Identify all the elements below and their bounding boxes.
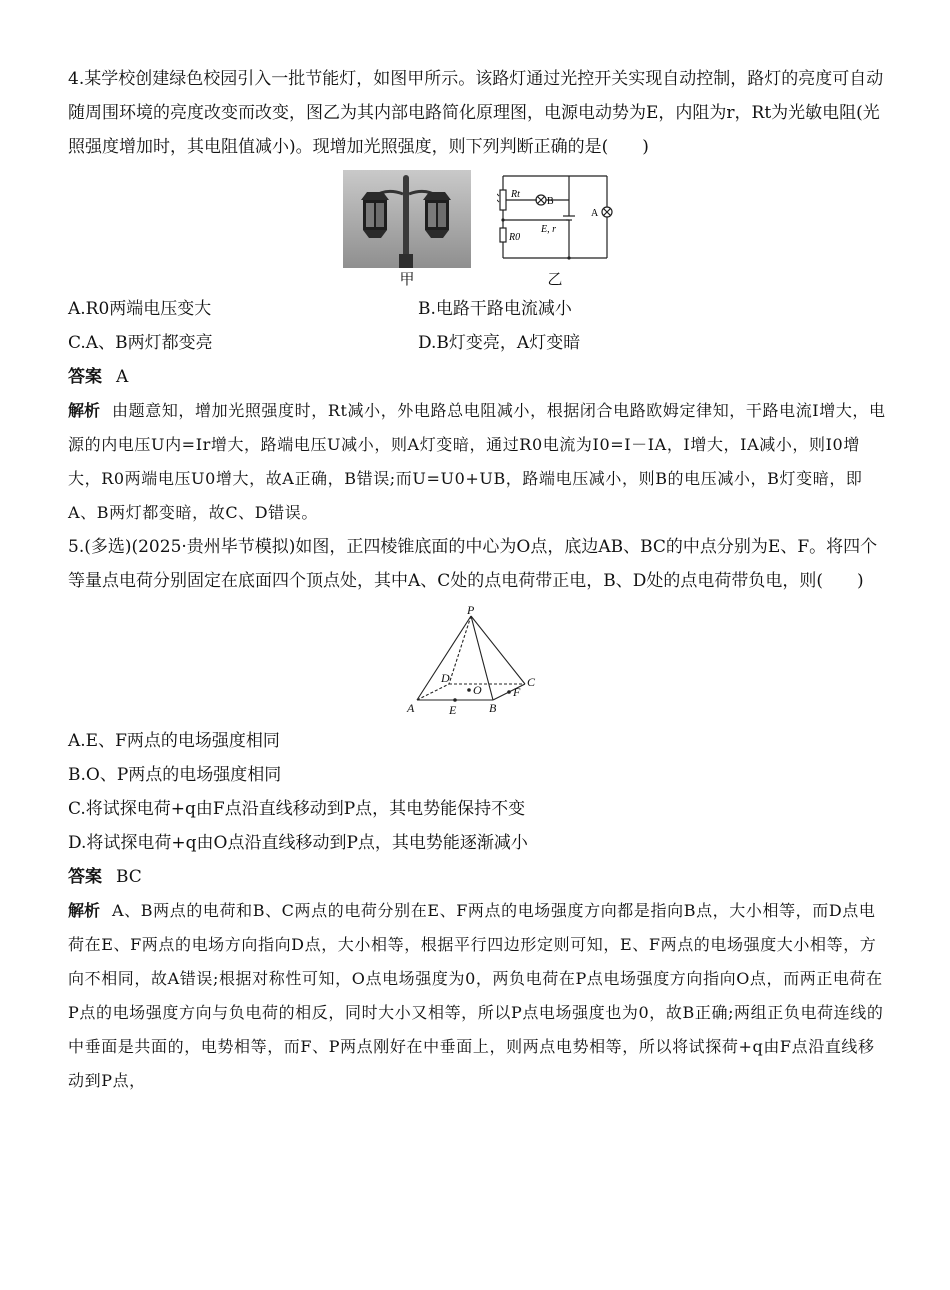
label-p: P <box>467 604 475 617</box>
page-content <box>68 62 888 1098</box>
q4-answer-tag: 答案 <box>68 367 102 387</box>
q4-option-a: A.R0两端电压变大 <box>68 299 212 319</box>
b-lamp-label: B <box>547 196 554 207</box>
q4-analysis-text: 由题意知，增加光照强度时，Rt减小，外电路总电阻减小，根据闭合电路欧姆定律知，干路电流I增大，电源的内电压U内=Ir增大，路端电压U减小，则A灯变暗，通过R0电流为I0=I－IA，I增大，IA减小，则I0增大，R0两端电压U0增大，故A正确，B错误;而U=U0+UB，路端电压减小，则B的电压减小，B灯变暗，即A、B两灯都变暗，故C、D错误。 <box>68 401 886 522</box>
q4-options <box>68 292 888 360</box>
q4-option-d: D.B灯变亮，A灯变暗 <box>418 333 581 353</box>
street-lamp-photo <box>343 170 471 268</box>
q5-answer-value: BC <box>116 867 142 887</box>
label-d: D <box>441 671 450 685</box>
q5-option-a: A.E、F两点的电场强度相同 <box>68 731 280 751</box>
label-f: F <box>513 685 521 699</box>
q5-answer <box>68 860 888 894</box>
q4-figures <box>68 170 888 288</box>
q4-analysis-tag: 解析 <box>68 401 101 420</box>
q5-option-c: C.将试探电荷+q由F点沿直线移动到P点，其电势能保持不变 <box>68 799 526 819</box>
figure-yi <box>497 170 613 288</box>
figure-yi-caption: 乙 <box>547 270 563 288</box>
r0-label: R0 <box>509 232 521 243</box>
q5-analysis-text: A、B两点的电荷和B、C两点的电荷分别在E、F两点的电场强度方向都是指向B点，大小相等，而D点电荷在E、F两点的电场方向指向D点，大小相等，根据平行四边形定则可知，E、F两点的电场强度大小相等，方向不相同，故A错误;根据对称性可知，O点电场强度为0，两负电荷在P点电场强度方向指向O点，而两正电荷在P点的电场强度方向与负电荷的相反，同时大小又相等，所以P点电场强度也为0，故B正确;两组正负电荷连线的中垂面是共面的，电势相等，而F、P两点刚好在中垂面上，则两点电势相等，所以将试探荷+q由F点沿直线移动到P点， <box>68 901 884 1090</box>
q4-answer-value: A <box>116 367 129 387</box>
er-label: E, r <box>541 224 556 235</box>
q5-stem: 5.(多选)(2025·贵州毕节模拟)如图，正四棱锥底面的中心为O点，底边AB、BC的中点分别为E、F。将四个等量点电荷分别固定在底面四个顶点处，其中A、C处的点电荷带正电，B、D处的点电荷带负电，则( ) <box>68 537 878 591</box>
q5-figure <box>68 604 888 716</box>
q4-analysis <box>68 394 888 530</box>
q5-analysis <box>68 894 888 1098</box>
figure-jia-caption: 甲 <box>399 270 415 288</box>
q4-option-c: C.A、B两灯都变亮 <box>68 333 213 353</box>
rt-label: Rt <box>511 189 520 200</box>
figure-jia <box>343 170 471 288</box>
pyramid-diagram <box>403 604 553 716</box>
label-o: O <box>473 683 482 697</box>
q4-answer <box>68 360 888 394</box>
a-lamp-label: A <box>591 208 599 219</box>
q5-analysis-tag: 解析 <box>68 901 101 920</box>
q4-option-b: B.电路干路电流减小 <box>418 299 572 319</box>
circuit-diagram <box>497 170 613 268</box>
q5-option-b: B.O、P两点的电场强度相同 <box>68 765 282 785</box>
label-e: E <box>449 703 457 716</box>
label-c: C <box>527 675 536 689</box>
label-a: A <box>407 701 415 715</box>
q5-option-d: D.将试探电荷+q由O点沿直线移动到P点，其电势能逐渐减小 <box>68 833 528 853</box>
q4-stem: 4.某学校创建绿色校园引入一批节能灯，如图甲所示。该路灯通过光控开关实现自动控制，路灯的亮度可自动随周围环境的亮度改变而改变，图乙为其内部电路简化原理图，电源电动势为E，内阻为r，Rt为光敏电阻(光照强度增加时，其电阻值减小)。现增加光照强度，则下列判断正确的是( ) <box>68 69 884 157</box>
q5-answer-tag: 答案 <box>68 867 102 887</box>
label-b: B <box>489 701 497 715</box>
